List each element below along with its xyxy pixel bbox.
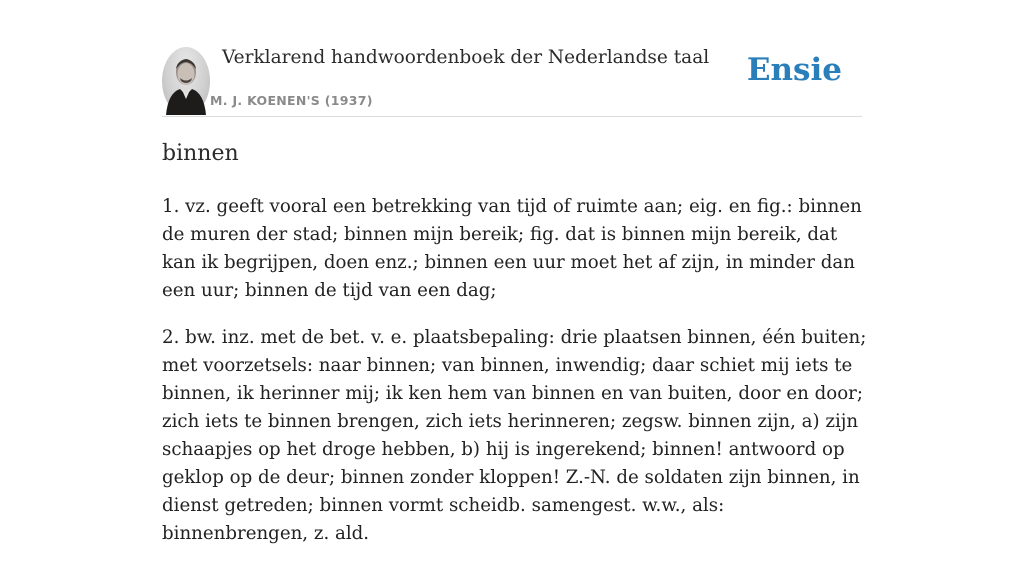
ensie-logo-link[interactable]: Ensie	[746, 52, 842, 88]
definition-2: 2. bw. inz. met de bet. v. e. plaatsbepaling: drie plaatsen binnen, één buiten; met voorzetsels: naar binnen; van binnen, inwendig; daar schiet mij iets te binnen, ik herinner mij; ik ken hem van binnen en van buiten, door en door; zich iets te binnen brengen, zich iets herinneren; zegsw. binnen zijn, a) zijn schaapjes op het droge hebben, b) hij is ingerekend; binnen! antwoord op geklop op de deur; binnen zonder kloppen! Z.-N. de soldaten zijn binnen, in dienst getreden; binnen vormt scheidb. samengest. w.w., als: binnenbrengen, z. ald.	[162, 327, 867, 544]
author-portrait	[162, 47, 210, 115]
definition-1: 1. vz. geeft vooral een betrekking van tijd of ruimte aan; eig. en fig.: binnen de muren der stad; binnen mijn bereik; fig. dat is binnen mijn bereik, dat kan ik begrijpen, doen enz.; binnen een uur moet het af zijn, in minder dan een uur; binnen de tijd van een dag;	[162, 196, 862, 301]
entry-headword: binnen	[162, 141, 239, 166]
entry-definitions	[162, 193, 867, 567]
book-title: Verklarend handwoordenboek der Nederlandse taal	[222, 47, 710, 68]
dictionary-header	[162, 46, 862, 117]
author-line: M. J. KOENEN'S (1937)	[210, 93, 373, 108]
